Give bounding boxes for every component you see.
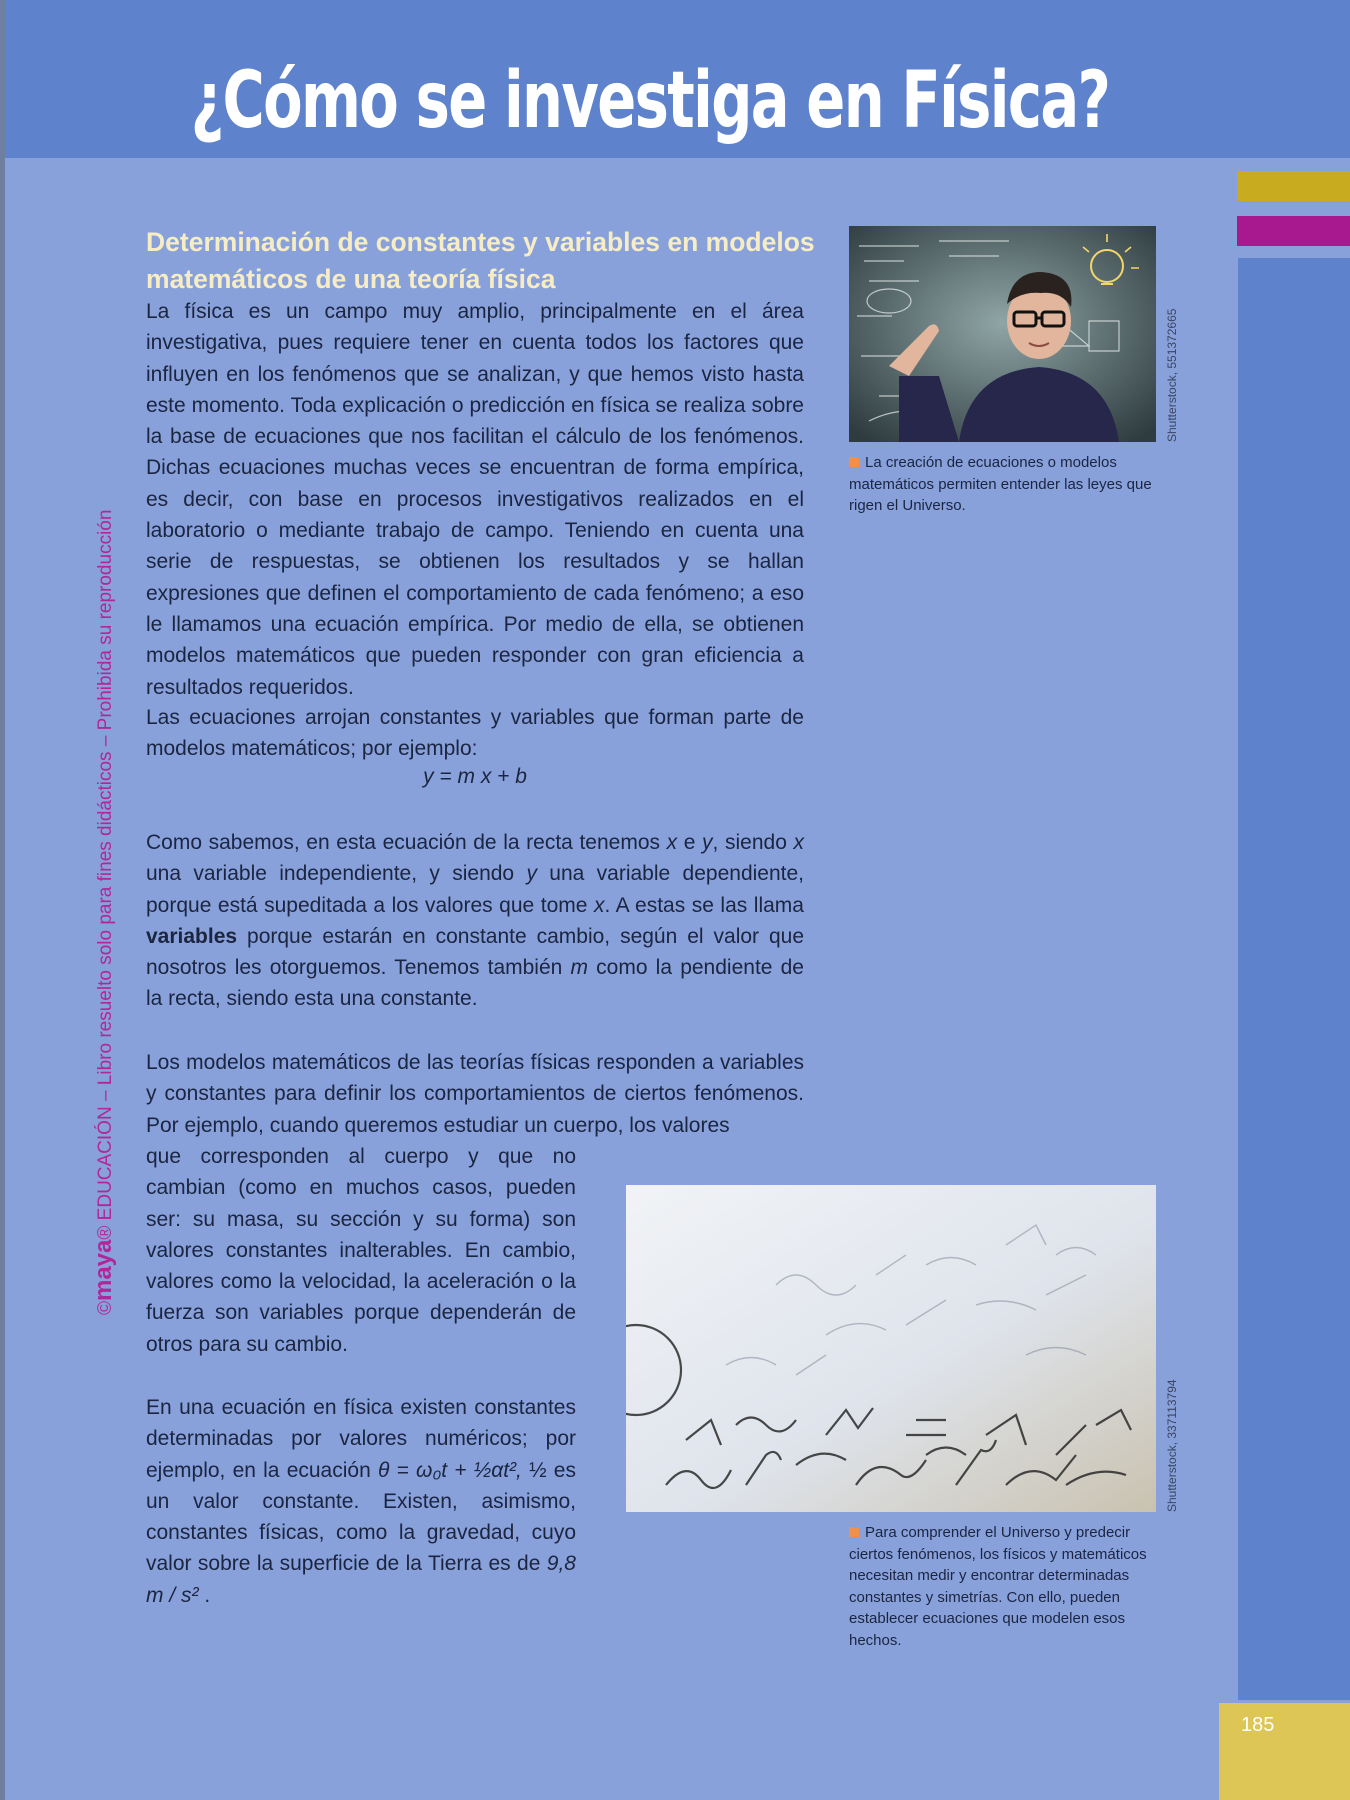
caption-bullet-icon	[849, 1527, 859, 1537]
copyright-text: EDUCACIÓN – Libro resuelto solo para fines didácticos – Prohibida su reproducción	[95, 509, 116, 1221]
chapter-tab-yellow	[1237, 171, 1350, 201]
page-title: ¿Cómo se investiga en Física?	[190, 56, 1110, 146]
figure-caption-2: Para comprender el Universo y predecir ciertos fenómenos, los físicos y matemáticos necesitan medir y encontrar determinadas constantes y simetrías. Con ello, pueden establecer ecuaciones que modelen esos hechos.	[849, 1524, 1147, 1649]
paragraph-5: En una ecuación en física existen constantes determinadas por valores numéricos; por ejemplo, en la ecuación θ = ω₀t + ½αt², ½ es un valor constante. Existen, asimismo, constantes físicas, como la gravedad, cuyo valor sobre la superficie de la Tierra es de 9,8 m / s² .	[146, 1396, 576, 1607]
paragraph-3: Como sabemos, en esta ecuación de la recta tenemos x e y, siendo x una variable independiente, y siendo y una variable dependiente, porque está supeditada a los valores que tome x. A estas se las llama variables porque estarán en constante cambio, según el valor que nosotros les otorguemos. Tenemos también m como la pendiente de la recta, siendo esta una constante.	[146, 831, 804, 1011]
page-number: 185	[1241, 1714, 1275, 1736]
line-equation: y = m x + b	[423, 765, 527, 788]
copyright-notice: ©maya® EDUCACIÓN – Libro resuelto solo para fines didácticos – Prohibida su reproducción	[90, 509, 117, 1315]
page-edge	[0, 0, 5, 1800]
right-margin-band	[1238, 258, 1350, 1700]
caption-bullet-icon	[849, 457, 859, 467]
paragraph-2: Las ecuaciones arrojan constantes y variables que forman parte de modelos matemáticos; por ejemplo:	[146, 706, 804, 761]
photo-credit-1: Shutterstock, 551372665	[1165, 308, 1179, 442]
gravity-value: 9,8 m / s²	[146, 1552, 576, 1607]
brand-logo: maya	[90, 1239, 117, 1301]
chapter-tab-magenta	[1237, 216, 1350, 246]
student-equations-photo	[849, 226, 1156, 442]
rotation-equation: θ = ω₀t + ½αt²,	[377, 1458, 522, 1482]
paragraph-4-continued: que corresponden al cuerpo y que no cambian (como en muchos casos, pueden ser: su masa, su sección y su forma) son valores constantes inalterables. En cambio, valores como la velocidad, la aceleración o la fuerza son variables porque dependerán de otros para su cambio.	[146, 1145, 576, 1356]
figure-caption-1: La creación de ecuaciones o modelos matemáticos permiten entender las leyes que rigen el Universo.	[849, 454, 1152, 514]
page-number-box	[1219, 1703, 1350, 1800]
section-heading: Determinación de constantes y variables en modelos matemáticos de una teoría física	[146, 227, 815, 294]
photo-credit-2: Shutterstock, 337113794	[1165, 1379, 1179, 1512]
paragraph-1: La física es un campo muy amplio, principalmente en el área investigativa, pues requiere tener en cuenta todos los factores que influyen en los fenómenos que se analizan, y que hemos visto hasta este momento. Toda explicación o predicción en física se realiza sobre la base de ecuaciones que nos facilitan el cálculo de los fenómenos. Dichas ecuaciones muchas veces se encuentran de forma empírica, es decir, con base en procesos investigativos realizados en el laboratorio o mediante trabajo de campo. Teniendo en cuenta una serie de respuestas, se obtienen los resultados y se hallan expresiones que definen el comportamiento de cada fenómeno; a eso le llamamos una ecuación empírica. Por medio de ella, se obtienen modelos matemáticos que pueden responder con gran eficiencia a resultados requeridos.	[146, 300, 804, 699]
handwritten-equations-photo	[626, 1185, 1156, 1512]
paragraph-4: Los modelos matemáticos de las teorías físicas responden a variables y constantes para definir los comportamientos de ciertos fenómenos. Por ejemplo, cuando queremos estudiar un cuerpo, los valores	[146, 1051, 804, 1137]
